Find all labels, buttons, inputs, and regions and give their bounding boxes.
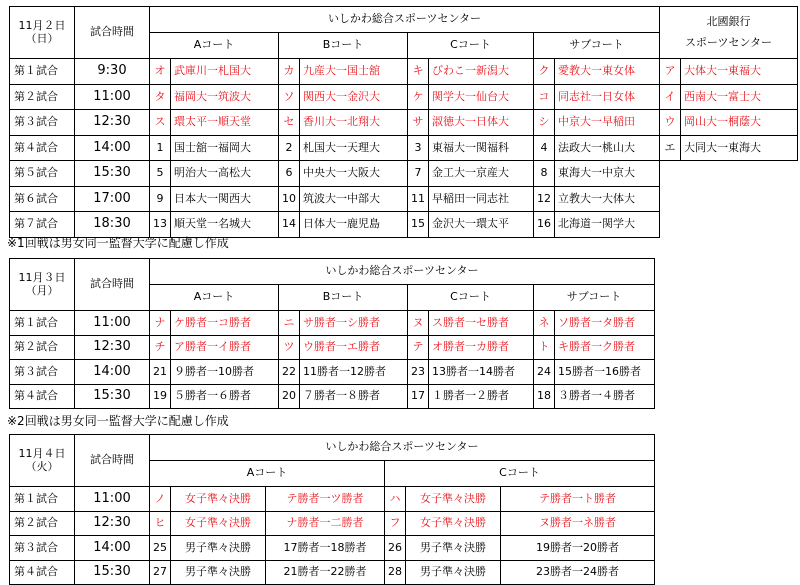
match-time: 18:30 [75,212,150,238]
match-id: フ [385,511,406,536]
matchup: 淑徳大一日体大 [429,110,534,136]
matchup: ソ勝者一タ勝者 [555,311,655,336]
match-id: ウ [660,110,681,136]
match-id: ア [660,59,681,85]
matchup: 環太平一順天堂 [171,110,279,136]
match-stage: 男子準々決勝 [406,560,501,585]
match-id: コ [534,84,555,110]
match-id: 22 [279,360,300,385]
match-row [10,487,655,512]
match-id: 15 [408,212,429,238]
matchup: 金沢大一環太平 [429,212,534,238]
matchup: サ勝者一シ勝者 [300,311,408,336]
match-id: ツ [279,335,300,360]
round-label: 第５試合 [10,161,75,187]
court-header: Aコート [150,33,279,59]
round-label: 第１試合 [10,487,75,512]
match-stage: 男子準々決勝 [171,560,266,585]
venue-header: いしかわ総合スポーツセンター [150,259,655,285]
match-time: 15:30 [75,384,150,409]
round-label: 第１試合 [10,311,75,336]
time-header: 試合時間 [75,259,150,311]
date-cell [10,7,75,59]
match-row [10,161,798,187]
match-row [10,560,655,585]
matchup: 大同大一東海大 [681,135,798,161]
match-time: 14:00 [75,360,150,385]
match-time: 11:00 [75,311,150,336]
matchup: 立教大一大体大 [555,186,660,212]
time-header: 試合時間 [75,435,150,487]
matchup: 愛教大一東女体 [555,59,660,85]
matchup: 岡山大一桐蔭大 [681,110,798,136]
round-label: 第２試合 [10,84,75,110]
match-id: 23 [408,360,429,385]
date-label: 11月３日 [18,271,66,285]
court-header: Aコート [150,461,385,487]
match-id: 7 [408,161,429,187]
match-time: 11:00 [75,84,150,110]
date-cell [10,435,75,487]
match-row [10,360,655,385]
date-cell [10,259,75,311]
time-header: 試合時間 [75,7,150,59]
matchup: 中央大一大阪大 [300,161,408,187]
match-id: 26 [385,536,406,561]
round-label: 第２試合 [10,511,75,536]
matchup: 19勝者一20勝者 [501,536,655,561]
match-row [10,511,655,536]
match-time: 12:30 [75,110,150,136]
match-id: 3 [408,135,429,161]
match-row [10,311,655,336]
match-id: イ [660,84,681,110]
round-label: 第２試合 [10,335,75,360]
match-id: ス [150,110,171,136]
schedule-table-day1 [9,6,798,238]
note-day2: ※2回戦は男女同一監督大学に配慮し作成 [7,414,229,428]
round-label: 第３試合 [10,536,75,561]
matchup: 早稲田一同志社 [429,186,534,212]
matchup: 明治大一高松大 [171,161,279,187]
matchup: 九産大一国士舘 [300,59,408,85]
match-row [10,335,655,360]
match-id: タ [150,84,171,110]
match-stage: 女子準々決勝 [171,487,266,512]
matchup: 香川大一北翔大 [300,110,408,136]
match-time: 15:30 [75,560,150,585]
match-time: 9:30 [75,59,150,85]
match-id: 10 [279,186,300,212]
match-row [10,384,655,409]
matchup: ア勝者一イ勝者 [171,335,279,360]
matchup: 13勝者一14勝者 [429,360,534,385]
match-stage: 女子準々決勝 [171,511,266,536]
court-header: Aコート [150,285,279,311]
match-row [10,110,798,136]
match-id: ソ [279,84,300,110]
match-id: 8 [534,161,555,187]
weekday-label: （火） [25,459,59,473]
matchup: ス勝者一セ勝者 [429,311,534,336]
matchup: 17勝者一18勝者 [266,536,385,561]
round-label: 第４試合 [10,560,75,585]
match-id: ヌ [408,311,429,336]
match-time: 12:30 [75,511,150,536]
match-id: ナ [150,311,171,336]
match-id: 5 [150,161,171,187]
matchup: ３勝者一４勝者 [555,384,655,409]
match-id: ネ [534,311,555,336]
matchup: 札国大一天理大 [300,135,408,161]
match-id: 12 [534,186,555,212]
matchup: びわこ一新潟大 [429,59,534,85]
match-id: 17 [408,384,429,409]
match-id: 6 [279,161,300,187]
matchup: 東福大一関福科 [429,135,534,161]
matchup: 関学大一仙台大 [429,84,534,110]
match-id: 14 [279,212,300,238]
match-id: ハ [385,487,406,512]
match-id: セ [279,110,300,136]
matchup: ナ勝者一二勝者 [266,511,385,536]
matchup: 関西大一金沢大 [300,84,408,110]
venue2-line1: 北國銀行 [706,14,751,28]
match-id: 2 [279,135,300,161]
round-label: 第６試合 [10,186,75,212]
matchup: 21勝者一22勝者 [266,560,385,585]
note-day1: ※1回戦は男女同一監督大学に配慮し作成 [7,236,229,250]
match-id: チ [150,335,171,360]
match-row [10,84,798,110]
match-id: 9 [150,186,171,212]
match-stage: 女子準々決勝 [406,511,501,536]
match-stage: 女子準々決勝 [406,487,501,512]
venue2-line2: スポーツセンター [684,35,773,49]
matchup: 15勝者一16勝者 [555,360,655,385]
matchup: ５勝者一６勝者 [171,384,279,409]
weekday-label: （日） [25,31,59,45]
matchup: 東海大一中京大 [555,161,660,187]
round-label: 第７試合 [10,212,75,238]
matchup: テ勝者一ト勝者 [501,487,655,512]
matchup: 武庫川一札国大 [171,59,279,85]
match-id: 27 [150,560,171,585]
court-header: Cコート [385,461,655,487]
match-id: 16 [534,212,555,238]
matchup: 11勝者一12勝者 [300,360,408,385]
round-label: 第３試合 [10,360,75,385]
match-id: 24 [534,360,555,385]
matchup: ウ勝者一エ勝者 [300,335,408,360]
match-row [10,536,655,561]
match-stage: 男子準々決勝 [406,536,501,561]
match-id: ト [534,335,555,360]
matchup: 福岡大一筑波大 [171,84,279,110]
court-header: サブコート [534,33,660,59]
match-row [10,59,798,85]
match-id: シ [534,110,555,136]
matchup: キ勝者一ク勝者 [555,335,655,360]
matchup: ９勝者一10勝者 [171,360,279,385]
venue-header: いしかわ総合スポーツセンター [150,435,655,461]
matchup: ケ勝者一コ勝者 [171,311,279,336]
matchup: 順天堂一名城大 [171,212,279,238]
match-time: 11:00 [75,487,150,512]
matchup: 中京大一早稲田 [555,110,660,136]
matchup: 筑波大一中部大 [300,186,408,212]
matchup: 大体大一東福大 [681,59,798,85]
matchup: １勝者一２勝者 [429,384,534,409]
matchup: オ勝者一カ勝者 [429,335,534,360]
match-time: 14:00 [75,135,150,161]
court-header: Bコート [279,33,408,59]
match-time: 17:00 [75,186,150,212]
matchup: 金工大一京産大 [429,161,534,187]
matchup: 日本大一関西大 [171,186,279,212]
match-id: サ [408,110,429,136]
match-id: 13 [150,212,171,238]
match-id: 11 [408,186,429,212]
matchup: 北海道一関学大 [555,212,660,238]
venue2-header [660,7,798,59]
schedule-table-day3 [9,434,655,585]
court-header: Cコート [408,33,534,59]
match-time: 14:00 [75,536,150,561]
match-id: エ [660,135,681,161]
match-id: 21 [150,360,171,385]
date-label: 11月４日 [18,447,66,461]
round-label: 第４試合 [10,135,75,161]
round-label: 第３試合 [10,110,75,136]
match-id: 20 [279,384,300,409]
court-header: Bコート [279,285,408,311]
match-row [10,135,798,161]
matchup: 23勝者一24勝者 [501,560,655,585]
match-id: ヒ [150,511,171,536]
weekday-label: （月） [25,283,59,297]
match-id: 25 [150,536,171,561]
matchup: 同志社一日女体 [555,84,660,110]
matchup: ７勝者一８勝者 [300,384,408,409]
court-header: サブコート [534,285,655,311]
match-id: 28 [385,560,406,585]
matchup: 西南大一富士大 [681,84,798,110]
matchup: 法政大一桃山大 [555,135,660,161]
schedule-table-day2 [9,258,655,409]
match-id: 18 [534,384,555,409]
match-stage: 男子準々決勝 [171,536,266,561]
matchup: 国士舘一福岡大 [171,135,279,161]
court-header: Cコート [408,285,534,311]
match-id: ニ [279,311,300,336]
match-id: ケ [408,84,429,110]
match-time: 12:30 [75,335,150,360]
venue-header: いしかわ総合スポーツセンター [150,7,660,33]
match-id: 1 [150,135,171,161]
matchup: ヌ勝者一ネ勝者 [501,511,655,536]
match-id: ク [534,59,555,85]
match-id: キ [408,59,429,85]
match-id: 19 [150,384,171,409]
matchup: テ勝者一ツ勝者 [266,487,385,512]
match-id: ノ [150,487,171,512]
round-label: 第１試合 [10,59,75,85]
match-row [10,186,798,212]
match-id: カ [279,59,300,85]
match-id: 4 [534,135,555,161]
round-label: 第４試合 [10,384,75,409]
matchup: 日体大一鹿児島 [300,212,408,238]
match-id: オ [150,59,171,85]
match-time: 15:30 [75,161,150,187]
match-id: テ [408,335,429,360]
date-label: 11月２日 [18,19,66,33]
